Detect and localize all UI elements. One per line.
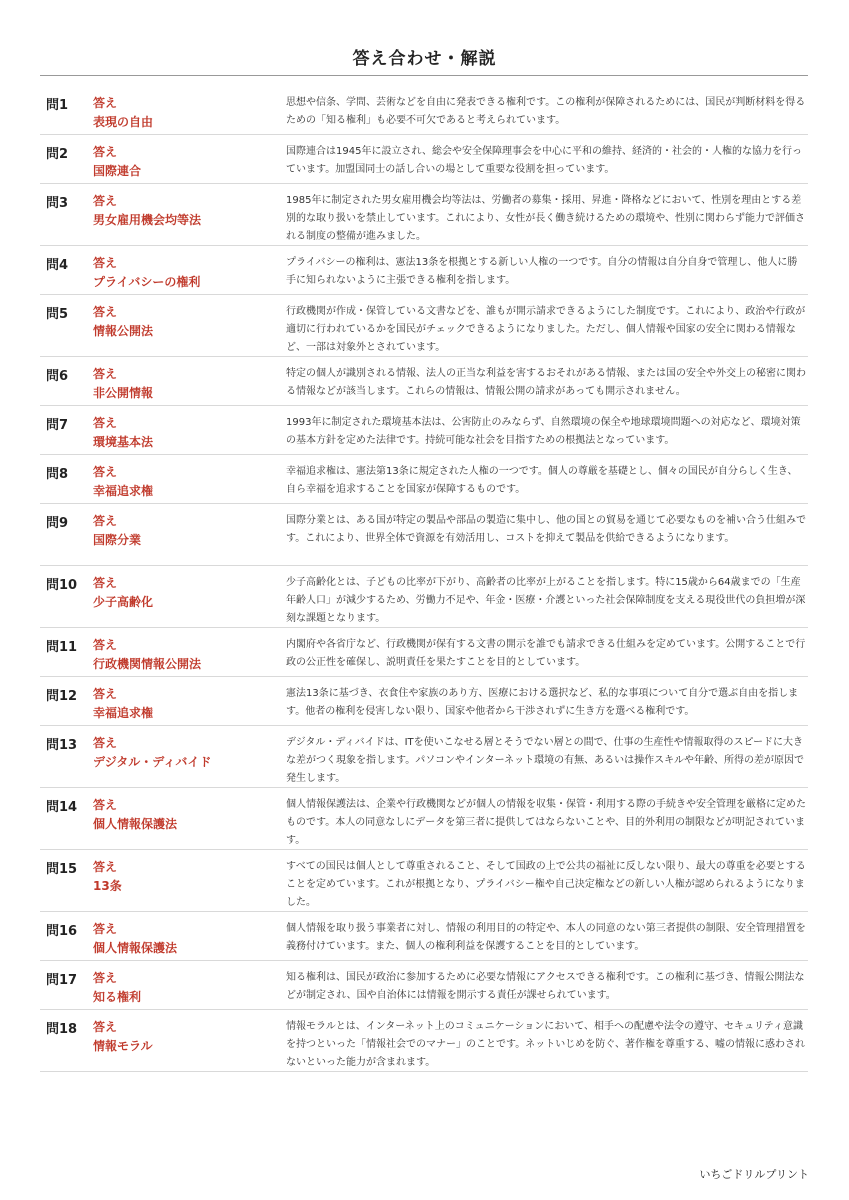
answer-label: 答え bbox=[93, 922, 118, 936]
explanation-text: すべての国民は個人として尊重されること、そして国政の上で公共の福祉に反しない限り、最大の尊重を必要とすることを定めています。これが根拠となり、プライバシー権や自己決定権などの新しい人権が認められるようになりました。 bbox=[286, 861, 806, 908]
answer-block bbox=[93, 192, 283, 230]
answer-term: 幸福追求権 bbox=[93, 484, 154, 498]
answer-block bbox=[93, 143, 283, 181]
answer-row bbox=[40, 677, 808, 726]
answer-row bbox=[40, 357, 808, 406]
explanation-text: 情報モラルとは、インターネット上のコミュニケーションにおいて、相手への配慮や法令の遵守、セキュリティ意識を持つといった「情報社会でのマナー」のことです。ネットいじめを防ぐ、著作権を尊重する、嘘の情報に惑わされないといった能力が含まれます。 bbox=[286, 1021, 805, 1068]
explanation-text: 知る権利は、国民が政治に参加するために必要な情報にアクセスできる権利です。この権利に基づき、情報公開法などが制定され、国や自治体には情報を開示する責任が課せられています。 bbox=[286, 972, 805, 1001]
answer-term: 幸福追求権 bbox=[93, 706, 154, 720]
answer-term: 個人情報保護法 bbox=[93, 941, 178, 955]
explanation-text: プライバシーの権利は、憲法13条を根拠とする新しい人権の一つです。自分の情報は自分自身で管理し、他人に勝手に知られないように主張できる権利を指します。 bbox=[286, 257, 798, 286]
explanation-text: 幸福追求権は、憲法第13条に規定された人権の一つです。個人の尊厳を基礎とし、個々の国民が自分らしく生き、自ら幸福を追求することを国家が保障するものです。 bbox=[286, 466, 798, 495]
question-number: 問1 bbox=[46, 98, 69, 113]
answer-block bbox=[93, 734, 283, 772]
footer-brand: いちごドリルプリント bbox=[699, 1168, 809, 1181]
answer-row bbox=[40, 912, 808, 961]
page-title: 答え合わせ・解説 bbox=[352, 49, 497, 69]
answer-label: 答え bbox=[93, 736, 118, 750]
question-number: 問16 bbox=[46, 924, 78, 939]
explanation-text: 国際連合は1945年に設立され、総会や安全保障理事会を中心に平和の維持、経済的・社会的・人権的な協力を行っています。加盟国同士の話し合いの場として重要な役割を担っています。 bbox=[286, 146, 803, 175]
explanation-text: 国際分業とは、ある国が特定の製品や部品の製造に集中し、他の国との貿易を通じて必要なものを補い合う仕組みです。これにより、世界全体で資源を有効活用し、コストを抑えて製品を供給できるようになります。 bbox=[286, 515, 806, 544]
answer-label: 答え bbox=[93, 687, 118, 701]
answer-row bbox=[40, 628, 808, 677]
explanation-text: デジタル・ディバイドは、ITを使いこなせる層とそうでない層との間で、仕事の生産性や情報取得のスピードに大きな差がつく現象を指します。パソコンやインターネット環境の有無、あるいは操作スキルや年齢、所得の差が原因で発生します。 bbox=[286, 737, 804, 784]
answer-label: 答え bbox=[93, 576, 118, 590]
question-number: 問15 bbox=[46, 862, 78, 877]
question-number: 問9 bbox=[46, 516, 69, 531]
answer-label: 答え bbox=[93, 971, 118, 985]
question-number: 問3 bbox=[46, 196, 69, 211]
title-divider bbox=[40, 75, 808, 76]
answer-term: 非公開情報 bbox=[93, 386, 154, 400]
answer-row bbox=[40, 504, 808, 566]
explanation-text: 1985年に制定された男女雇用機会均等法は、労働者の募集・採用、昇進・降格などにおいて、性別を理由とする差別的な取り扱いを禁止しています。これにより、女性が長く働き続けるための環境や、性別に関わらず能力で評価される制度の整備が進みました。 bbox=[286, 195, 805, 242]
answer-block bbox=[93, 685, 283, 723]
answer-label: 答え bbox=[93, 1020, 118, 1034]
answer-list bbox=[40, 86, 808, 1072]
explanation-text: 特定の個人が識別される情報、法人の正当な利益を害するおそれがある情報、または国の安全や外交上の秘密に関わる情報などが該当します。これらの情報は、情報公開の請求があっても開示されません。 bbox=[286, 368, 806, 397]
explanation-text: 個人情報を取り扱う事業者に対し、情報の利用目的の特定や、本人の同意のない第三者提供の制限、安全管理措置を義務付けています。また、個人の権利利益を保護することを目的としています。 bbox=[286, 923, 806, 952]
answer-label: 答え bbox=[93, 194, 118, 208]
answer-row bbox=[40, 455, 808, 504]
answer-row bbox=[40, 86, 808, 135]
answer-label: 答え bbox=[93, 514, 118, 528]
answer-label: 答え bbox=[93, 798, 118, 812]
question-number: 問17 bbox=[46, 973, 78, 988]
explanation-text: 行政機関が作成・保管している文書などを、誰もが開示請求できるようにした制度です。これにより、政治や行政が適切に行われているかを国民がチェックできるようになりました。ただし、個人情報や国家の安全に関わる情報など、一部は対象外とされています。 bbox=[286, 306, 806, 353]
answer-row bbox=[40, 788, 808, 850]
answer-label: 答え bbox=[93, 145, 118, 159]
answer-term: 情報公開法 bbox=[93, 324, 154, 338]
answer-block bbox=[93, 303, 283, 341]
answer-term: 情報モラル bbox=[93, 1039, 153, 1053]
answer-term: 国際分業 bbox=[93, 533, 142, 547]
answer-row bbox=[40, 726, 808, 788]
answer-term: 表現の自由 bbox=[93, 115, 154, 129]
question-number: 問2 bbox=[46, 147, 69, 162]
answer-label: 答え bbox=[93, 416, 118, 430]
question-number: 問18 bbox=[46, 1022, 78, 1037]
question-number: 問11 bbox=[46, 640, 78, 655]
answer-block bbox=[93, 1018, 283, 1056]
answer-block bbox=[93, 858, 283, 896]
answer-row bbox=[40, 184, 808, 246]
explanation-text: 少子高齢化とは、子どもの比率が下がり、高齢者の比率が上がることを指します。特に15歳から64歳までの「生産年齢人口」が減少するため、労働力不足や、年金・医療・介護といった社会保障制度を支える現役世代の負担増が深刻な課題となります。 bbox=[286, 577, 806, 624]
question-number: 問6 bbox=[46, 369, 69, 384]
answer-term: 知る権利 bbox=[93, 990, 142, 1004]
question-number: 問14 bbox=[46, 800, 78, 815]
answer-label: 答え bbox=[93, 465, 118, 479]
answer-label: 答え bbox=[93, 367, 118, 381]
question-number: 問10 bbox=[46, 578, 78, 593]
answer-block bbox=[93, 512, 283, 550]
question-number: 問4 bbox=[46, 258, 69, 273]
answer-row bbox=[40, 406, 808, 455]
answer-block bbox=[93, 796, 283, 834]
answer-block bbox=[93, 636, 283, 674]
answer-term: 環境基本法 bbox=[93, 435, 154, 449]
answer-row bbox=[40, 295, 808, 357]
question-number: 問7 bbox=[46, 418, 69, 433]
answer-term: 少子高齢化 bbox=[93, 595, 154, 609]
answer-label: 答え bbox=[93, 638, 118, 652]
answer-block bbox=[93, 920, 283, 958]
answer-row bbox=[40, 246, 808, 295]
question-number: 問12 bbox=[46, 689, 78, 704]
answer-label: 答え bbox=[93, 860, 118, 874]
answer-row bbox=[40, 566, 808, 628]
answer-label: 答え bbox=[93, 256, 118, 270]
answer-row bbox=[40, 1010, 808, 1072]
question-number: 問5 bbox=[46, 307, 69, 322]
answer-row bbox=[40, 850, 808, 912]
answer-block bbox=[93, 414, 283, 452]
question-number: 問8 bbox=[46, 467, 69, 482]
explanation-text: 憲法13条に基づき、衣食住や家族のあり方、医療における選択など、私的な事項について自分で選ぶ自由を指します。他者の権利を侵害しない限り、国家や他者から干渉されずに生き方を選べる権利です。 bbox=[286, 688, 799, 717]
answer-label: 答え bbox=[93, 305, 118, 319]
answer-term: 行政機関情報公開法 bbox=[93, 657, 202, 671]
answer-block bbox=[93, 969, 283, 1007]
answer-term: デジタル・ディバイド bbox=[93, 755, 212, 769]
answer-term: 男女雇用機会均等法 bbox=[93, 213, 202, 227]
answer-block bbox=[93, 254, 283, 292]
question-number: 問13 bbox=[46, 738, 78, 753]
answer-row bbox=[40, 135, 808, 184]
explanation-text: 思想や信条、学問、芸術などを自由に発表できる権利です。この権利が保障されるためには、国民が判断材料を得るための「知る権利」も必要不可欠であると考えられています。 bbox=[286, 97, 806, 126]
answer-block bbox=[93, 365, 283, 403]
answer-term: プライバシーの権利 bbox=[93, 275, 201, 289]
answer-block bbox=[93, 574, 283, 612]
answer-row bbox=[40, 961, 808, 1010]
answer-term: 個人情報保護法 bbox=[93, 817, 178, 831]
explanation-text: 内閣府や各省庁など、行政機関が保有する文書の開示を誰でも請求できる仕組みを定めています。公開することで行政の公正性を確保し、説明責任を果たすことを目的としています。 bbox=[286, 639, 806, 668]
answer-block bbox=[93, 463, 283, 501]
answer-term: 13条 bbox=[93, 879, 122, 893]
answer-block bbox=[93, 94, 283, 132]
explanation-text: 個人情報保護法は、企業や行政機関などが個人の情報を収集・保管・利用する際の手続きや安全管理を厳格に定めたものです。本人の同意なしにデータを第三者に提供してはならないことや、目的外利用の制限などが明記されています。 bbox=[286, 799, 806, 846]
explanation-text: 1993年に制定された環境基本法は、公害防止のみならず、自然環境の保全や地球環境問題への対応など、環境対策の基本方針を定めた法律です。持続可能な社会を目指すための根拠法となっています。 bbox=[286, 417, 801, 446]
answer-term: 国際連合 bbox=[93, 164, 142, 178]
answer-label: 答え bbox=[93, 96, 118, 110]
